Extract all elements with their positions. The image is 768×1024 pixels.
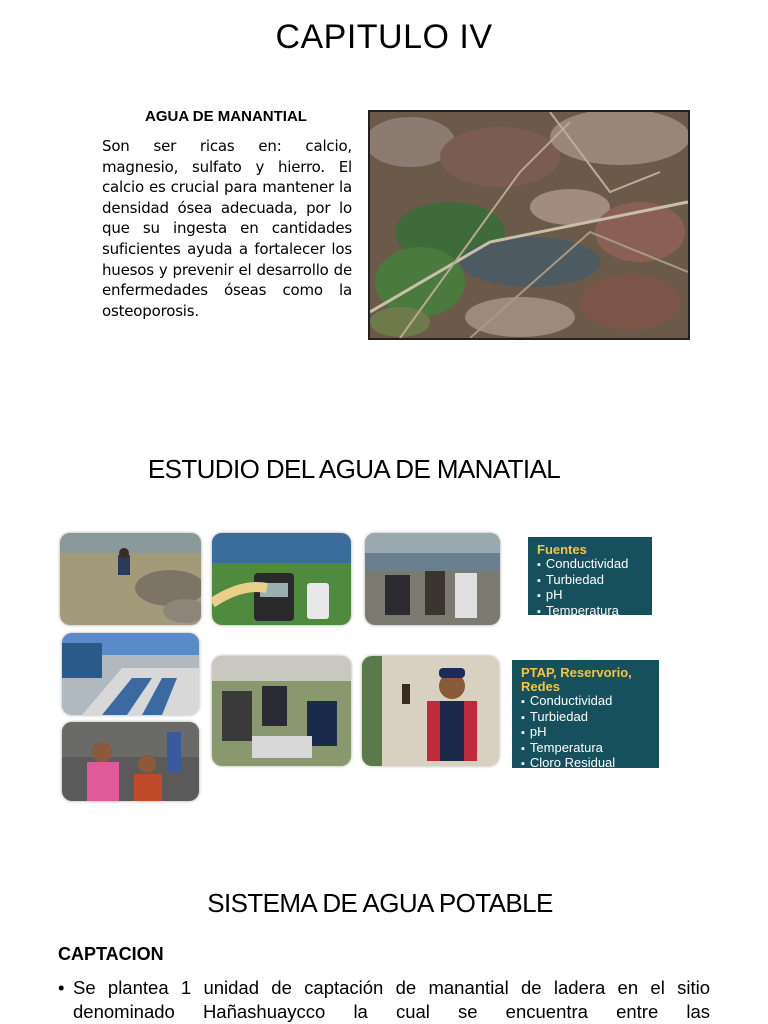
network-parameter-box — [512, 660, 659, 771]
river-sampling-photo — [60, 533, 201, 625]
sources-item-temperature: ▪ Temperatura — [537, 604, 644, 620]
inspector-photo — [362, 656, 499, 766]
treatment-plant-photo — [62, 633, 199, 715]
captacion-bullet — [58, 976, 710, 1024]
network-item-residual-chlorine: ▪ Cloro Residual — [521, 756, 651, 772]
study-heading: ESTUDIO DEL AGUA DE MANATIAL — [147, 454, 561, 484]
sources-item-conductivity: ▪ Conductividad — [537, 557, 644, 573]
meter-photo — [212, 533, 351, 625]
network-box-heading: PTAP, Reservorio, Redes — [521, 665, 632, 694]
network-item-ph: ▪ pH — [521, 725, 651, 741]
spring-paragraph: Son ser ricas en: calcio, magnesio, sulfato y hierro. El calcio es crucial para mantener la densidad ósea adecuada, por lo que su ingesta en cantidades suficientes ayuda a fortalecer los huesos y prevenir el desarrollo de enfermedades óseas como la osteoporosis. — [102, 137, 352, 320]
system-heading: SISTEMA DE AGUA POTABLE — [207, 888, 553, 918]
women-sampling-photo — [62, 722, 199, 801]
sources-box-heading: Fuentes — [537, 542, 587, 557]
network-item-turbidity: ▪ Turbiedad — [521, 710, 651, 726]
captacion-bullet-text: Se plantea 1 unidad de captación de manantial de ladera en el sitio denominado Hañashuaycco la cual se encuentra entre las — [73, 977, 710, 1022]
sources-item-ph: ▪ pH — [537, 588, 644, 604]
sources-item-turbidity: ▪ Turbiedad — [537, 573, 644, 589]
network-item-conductivity: ▪ Conductividad — [521, 694, 651, 710]
spring-heading: AGUA DE MANANTIAL — [145, 108, 307, 125]
field-team-photo — [365, 533, 500, 625]
sources-parameter-box — [528, 537, 652, 618]
spring-photo — [368, 110, 690, 340]
lab-testing-photo — [212, 656, 351, 766]
page-title: CAPITULO IV — [275, 18, 493, 56]
bullet-dot: • — [58, 977, 65, 998]
network-item-temperature: ▪ Temperatura — [521, 741, 651, 757]
captacion-label: CAPTACION — [58, 944, 164, 964]
